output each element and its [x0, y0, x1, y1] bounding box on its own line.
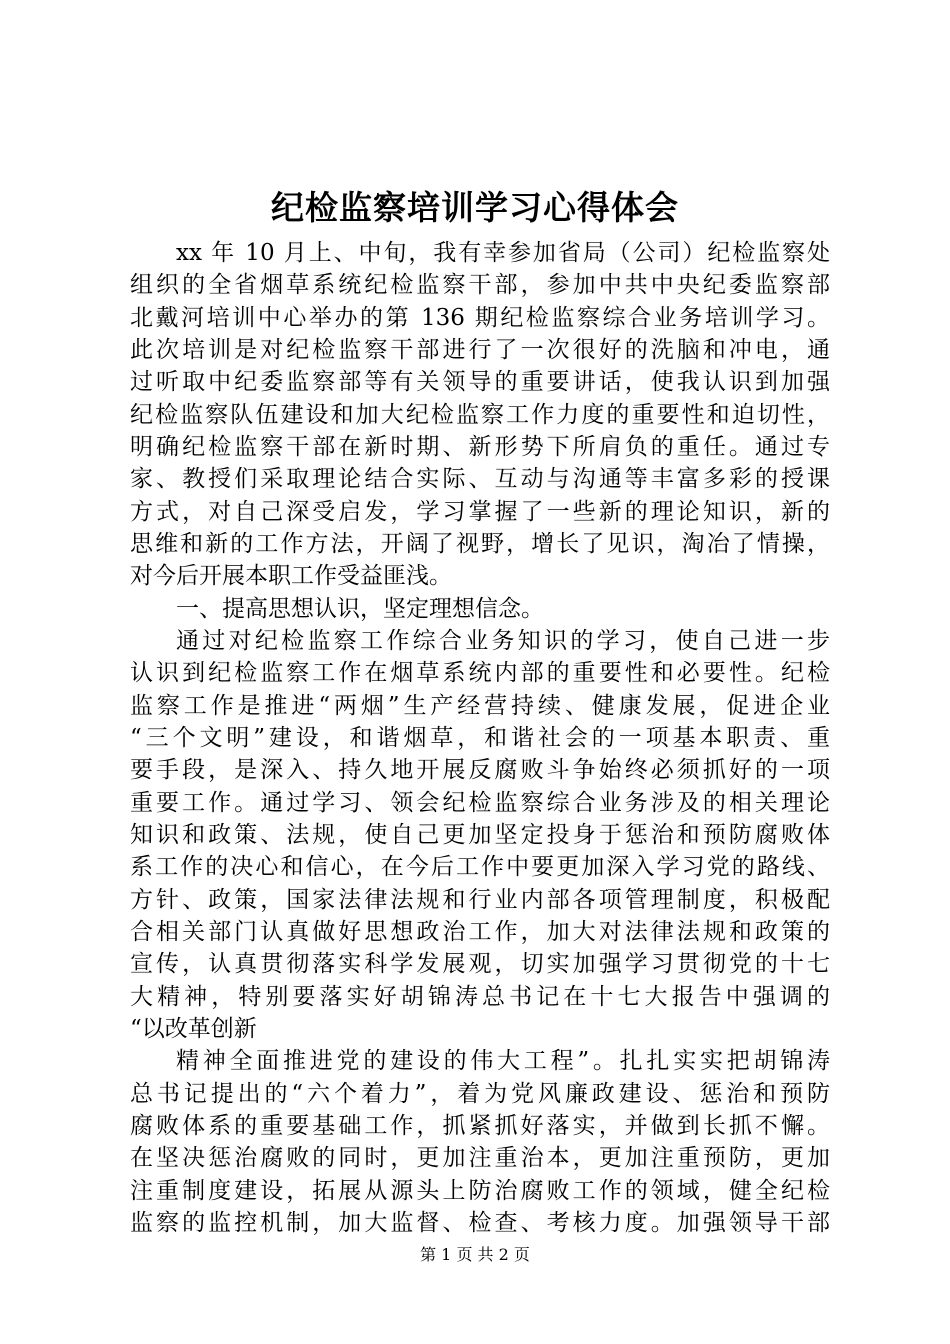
- text-line: 合相关部门认真做好思想政治工作，加大对法律法规和政策的: [130, 918, 830, 945]
- text-line: 精神全面推进党的建设的伟大工程”。扎扎实实把胡锦涛: [176, 1048, 830, 1075]
- text-line: 系工作的决心和信心，在今后工作中要更加深入学习党的路线、: [130, 854, 830, 881]
- text-line: 过听取中纪委监察部等有关领导的重要讲话，使我认识到加强: [130, 369, 830, 396]
- text-line: 监察的监控机制，加大监督、检查、考核力度。加强领导干部: [130, 1209, 830, 1236]
- text-line: 监察工作是推进“两烟”生产经营持续、健康发展，促进企业: [130, 692, 830, 719]
- text-line: 腐败体系的重要基础工作，抓紧抓好落实，并做到长抓不懈。: [130, 1112, 830, 1139]
- text-line: “以改革创新: [130, 1015, 257, 1042]
- text-line: 知识和政策、法规，使自己更加坚定投身于惩治和预防腐败体: [130, 821, 830, 848]
- text-line: 思维和新的工作方法，开阔了视野，增长了见识，淘冶了情操，: [130, 530, 830, 557]
- text-line: 通过对纪检监察工作综合业务知识的学习，使自己进一步: [176, 627, 830, 654]
- page-footer: 第 1 页 共 2 页: [420, 1245, 530, 1264]
- text-line: 宣传，认真贯彻落实科学发展观，切实加强学习贯彻党的十七: [130, 951, 830, 978]
- text-line: 总书记提出的“六个着力”，着为党风廉政建设、惩治和预防: [130, 1080, 830, 1107]
- text-line: 明确纪检监察干部在新时期、新形势下所肩负的重任。通过专: [130, 433, 830, 460]
- text-line: 大精神，特别要落实好胡锦涛总书记在十七大报告中强调的: [130, 983, 830, 1010]
- text-line: 在坚决惩治腐败的同时，更加注重治本，更加注重预防，更加: [130, 1145, 830, 1172]
- text-line: 注重制度建设，拓展从源头上防治腐败工作的领域，健全纪检: [130, 1177, 830, 1204]
- document-title: 纪检监察培训学习心得体会: [271, 188, 679, 227]
- text-line: 方针、政策，国家法律法规和行业内部各项管理制度，积极配: [130, 886, 830, 913]
- section-heading: 一、提高思想认识，坚定理想信念。: [176, 595, 544, 622]
- text-line: 方式，对自己深受启发，学习掌握了一些新的理论知识，新的: [130, 498, 830, 525]
- text-line: 北戴河培训中心举办的第 136 期纪检监察综合业务培训学习。: [130, 304, 830, 331]
- text-line: 此次培训是对纪检监察干部进行了一次很好的洗脑和冲电，通: [130, 336, 830, 363]
- text-line: 要手段，是深入、持久地开展反腐败斗争始终必须抓好的一项: [130, 757, 830, 784]
- text-line: 重要工作。通过学习、领会纪检监察综合业务涉及的相关理论: [130, 789, 830, 816]
- text-line: 纪检监察队伍建设和加大纪检监察工作力度的重要性和迫切性，: [130, 401, 830, 428]
- text-line: 认识到纪检监察工作在烟草系统内部的重要性和必要性。纪检: [130, 660, 830, 687]
- text-line: 对今后开展本职工作受益匪浅。: [130, 563, 452, 590]
- text-line: xx 年 10 月上、中旬，我有幸参加省局（公司）纪检监察处: [176, 240, 830, 266]
- document-body: [130, 237, 830, 1239]
- text-line: 组织的全省烟草系统纪检监察干部，参加中共中央纪委监察部: [130, 272, 830, 299]
- text-line: 家、教授们采取理论结合实际、互动与沟通等丰富多彩的授课: [130, 466, 830, 493]
- text-line: “三个文明”建设，和谐烟草，和谐社会的一项基本职责、重: [130, 724, 830, 751]
